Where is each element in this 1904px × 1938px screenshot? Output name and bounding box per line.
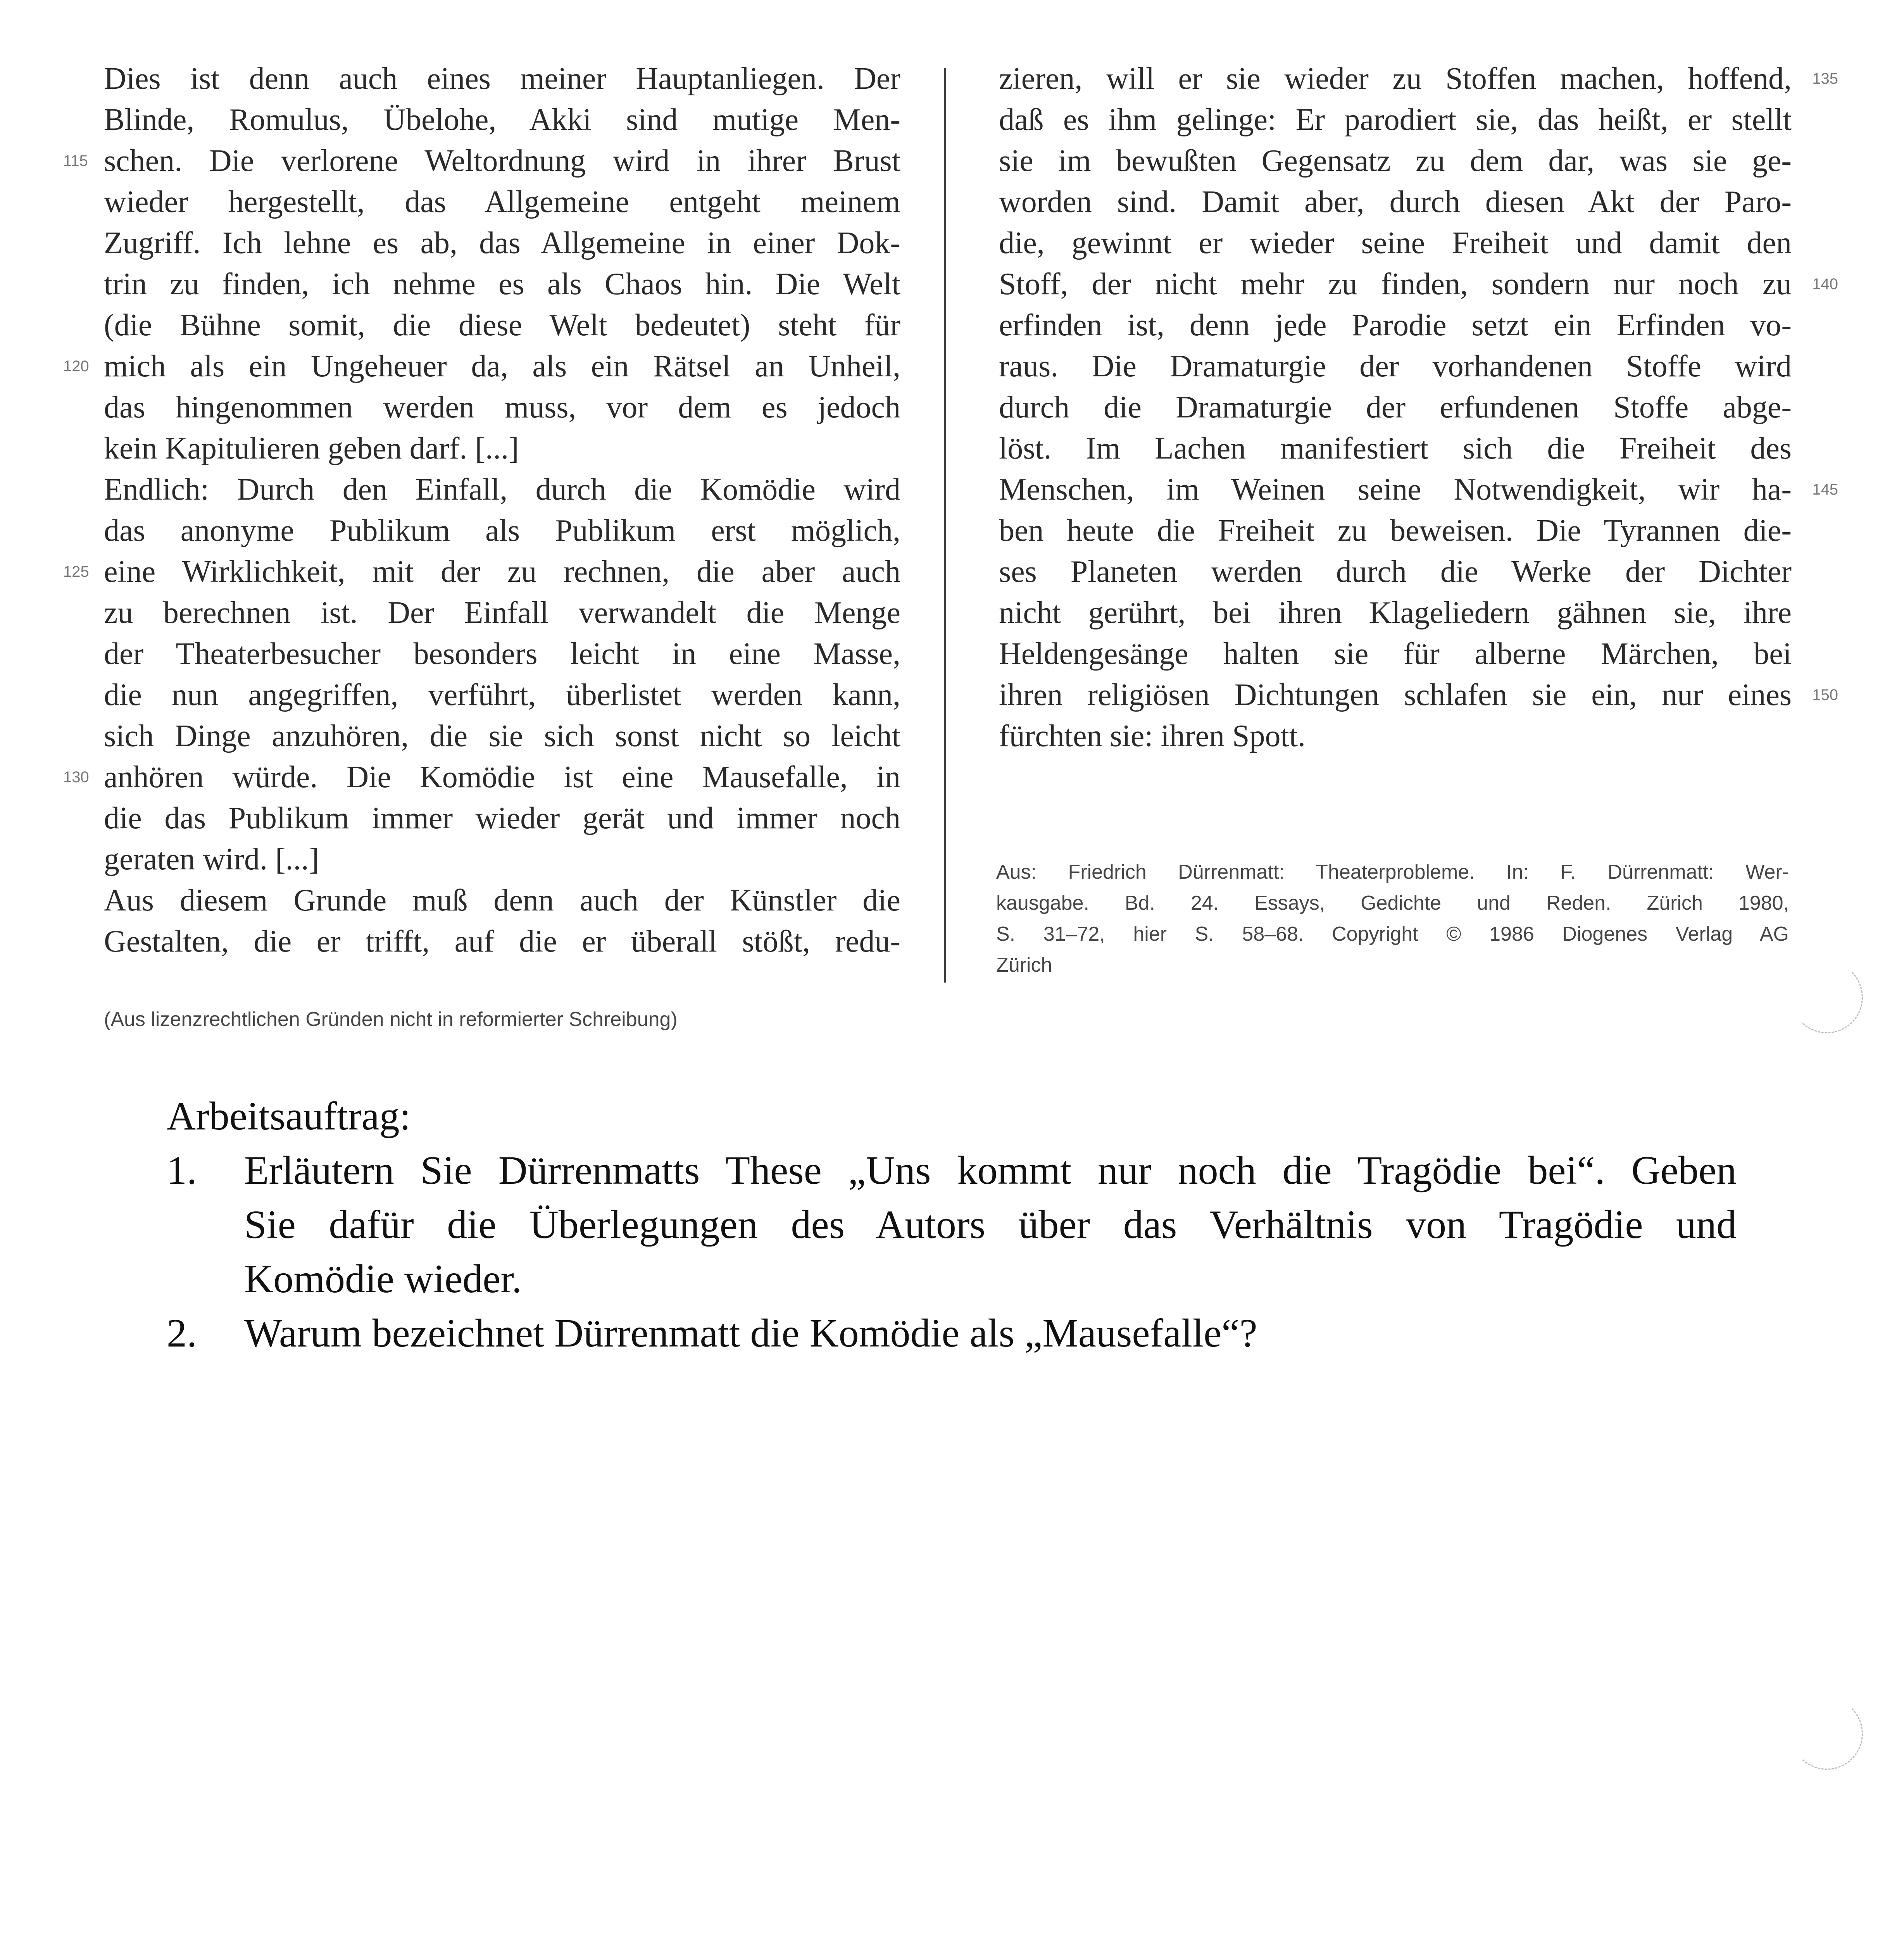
line-number: 125 (63, 563, 89, 580)
text-line: die das Publikum immer wieder gerät und immer noch (104, 801, 900, 835)
text-line: (die Bühne somit, die diese Welt bedeutet) steht für (104, 308, 900, 342)
citation-line: Aus: Friedrich Dürrenmatt: Theaterprobleme. In: F. Dürrenmatt: Wer- (996, 861, 1789, 883)
citation-line: Zürich (996, 954, 1052, 976)
text-line: ses Planeten werden durch die Werke der Dichter (999, 555, 1792, 589)
text-line: kein Kapitulieren geben darf. [...] (104, 431, 519, 466)
text-line: 120 mich als ein Ungeheuer da, als ein Rätsel an Unheil, (104, 346, 900, 387)
line-number: 150 (1812, 686, 1838, 703)
task-line: Erläutern Sie Dürrenmatts These „Uns kommt nur noch die Tragödie bei“. Geben (244, 1148, 1737, 1193)
text-line: Gestalten, die er trifft, auf die er überall stößt, redu- (104, 924, 900, 959)
line-number: 145 (1812, 481, 1838, 498)
line-number: 130 (63, 769, 89, 786)
text-line: trin zu finden, ich nehme es als Chaos hin. Die Welt (104, 267, 900, 301)
task-item (167, 1143, 1737, 1306)
text-line: durch die Dramaturgie der erfundenen Stoffe abge- (999, 390, 1792, 424)
task-section (167, 1089, 1737, 1360)
text-line: zieren, will er sie wieder zu Stoffen machen, hoffend, 135 (999, 58, 1792, 99)
text-line: worden sind. Damit aber, durch diesen Akt der Paro- (999, 185, 1792, 219)
text-column-right (999, 58, 1838, 757)
task-line: Komödie wieder. (244, 1257, 522, 1301)
citation-line: S. 31–72, hier S. 58–68. Copyright © 1986 Diogenes Verlag AG (996, 923, 1789, 945)
column-divider (944, 68, 946, 983)
text-line: ben heute die Freiheit zu beweisen. Die Tyrannen die- (999, 514, 1792, 548)
line-number: 115 (63, 152, 88, 169)
text-line: Endlich: Durch den Einfall, durch die Komödie wird (104, 472, 900, 507)
text-line: raus. Die Dramaturgie der vorhandenen Stoffe wird (999, 349, 1792, 383)
text-column-left (63, 58, 900, 962)
line-number: 135 (1812, 70, 1838, 87)
text-line: der Theaterbesucher besonders leicht in eine Masse, (104, 637, 900, 671)
text-line: ihren religiösen Dichtungen schlafen sie ein, nur eines 150 (999, 674, 1792, 716)
text-line: geraten wird. [...] (104, 842, 319, 876)
text-line: Menschen, im Weinen seine Notwendigkeit, wir ha- 145 (999, 469, 1792, 510)
text-line: daß es ihm gelinge: Er parodiert sie, das heißt, er stellt (999, 103, 1792, 137)
line-number: 140 (1812, 276, 1838, 293)
text-line: sich Dinge anzuhören, die sie sich sonst nicht so leicht (104, 719, 900, 753)
license-note: (Aus lizenzrechtlichen Gründen nicht in reformierter Schreibung) (104, 1008, 678, 1031)
text-line: die nun angegriffen, verführt, überlistet werden kann, (104, 678, 900, 712)
line-number: 120 (63, 358, 89, 375)
text-line: 125 eine Wirklichkeit, mit der zu rechnen, die aber auch (104, 551, 900, 592)
scan-artifact (1791, 1698, 1863, 1770)
text-line: wieder hergestellt, das Allgemeine entgeht meinem (104, 185, 900, 219)
task-item (167, 1306, 1737, 1360)
text-line: Aus diesem Grunde muß denn auch der Künstler die (104, 883, 900, 917)
task-number: 1. (167, 1148, 197, 1193)
task-line: Sie dafür die Überlegungen des Autors über das Verhältnis von Tragödie und (244, 1202, 1737, 1247)
text-line: sie im bewußten Gegensatz zu dem dar, was sie ge- (999, 144, 1792, 178)
text-line: die, gewinnt er wieder seine Freiheit und damit den (999, 226, 1792, 260)
text-line: nicht gerührt, bei ihren Klageliedern gähnen sie, ihre (999, 596, 1792, 630)
text-line: zu berechnen ist. Der Einfall verwandelt die Menge (104, 596, 900, 630)
text-line: 115 schen. Die verlorene Weltordnung wird in ihrer Brust (104, 140, 900, 181)
text-line: Stoff, der nicht mehr zu finden, sondern nur noch zu 140 (999, 264, 1792, 305)
text-line: Heldengesänge halten sie für alberne Märchen, bei (999, 637, 1792, 671)
task-number: 2. (167, 1311, 197, 1355)
citation-line: kausgabe. Bd. 24. Essays, Gedichte und Reden. Zürich 1980, (996, 892, 1789, 914)
source-citation (996, 857, 1789, 981)
task-heading: Arbeitsauftrag: (167, 1094, 411, 1138)
text-line: löst. Im Lachen manifestiert sich die Freiheit des (999, 431, 1792, 466)
text-line: 130 anhören würde. Die Komödie ist eine Mausefalle, in (104, 757, 900, 798)
text-line: Blinde, Romulus, Übelohe, Akki sind mutige Men- (104, 103, 900, 137)
text-line: erfinden ist, denn jede Parodie setzt ein Erfinden vo- (999, 308, 1792, 342)
text-line: das hingenommen werden muss, vor dem es jedoch (104, 390, 900, 424)
text-line: Dies ist denn auch eines meiner Hauptanliegen. Der (104, 62, 900, 96)
text-line: Zugriff. Ich lehne es ab, das Allgemeine in einer Dok- (104, 226, 900, 260)
text-line: fürchten sie: ihren Spott. (999, 719, 1306, 753)
scan-artifact (1791, 961, 1863, 1033)
task-line: Warum bezeichnet Dürrenmatt die Komödie als „Mausefalle“? (244, 1311, 1257, 1355)
text-line: das anonyme Publikum als Publikum erst möglich, (104, 514, 900, 548)
